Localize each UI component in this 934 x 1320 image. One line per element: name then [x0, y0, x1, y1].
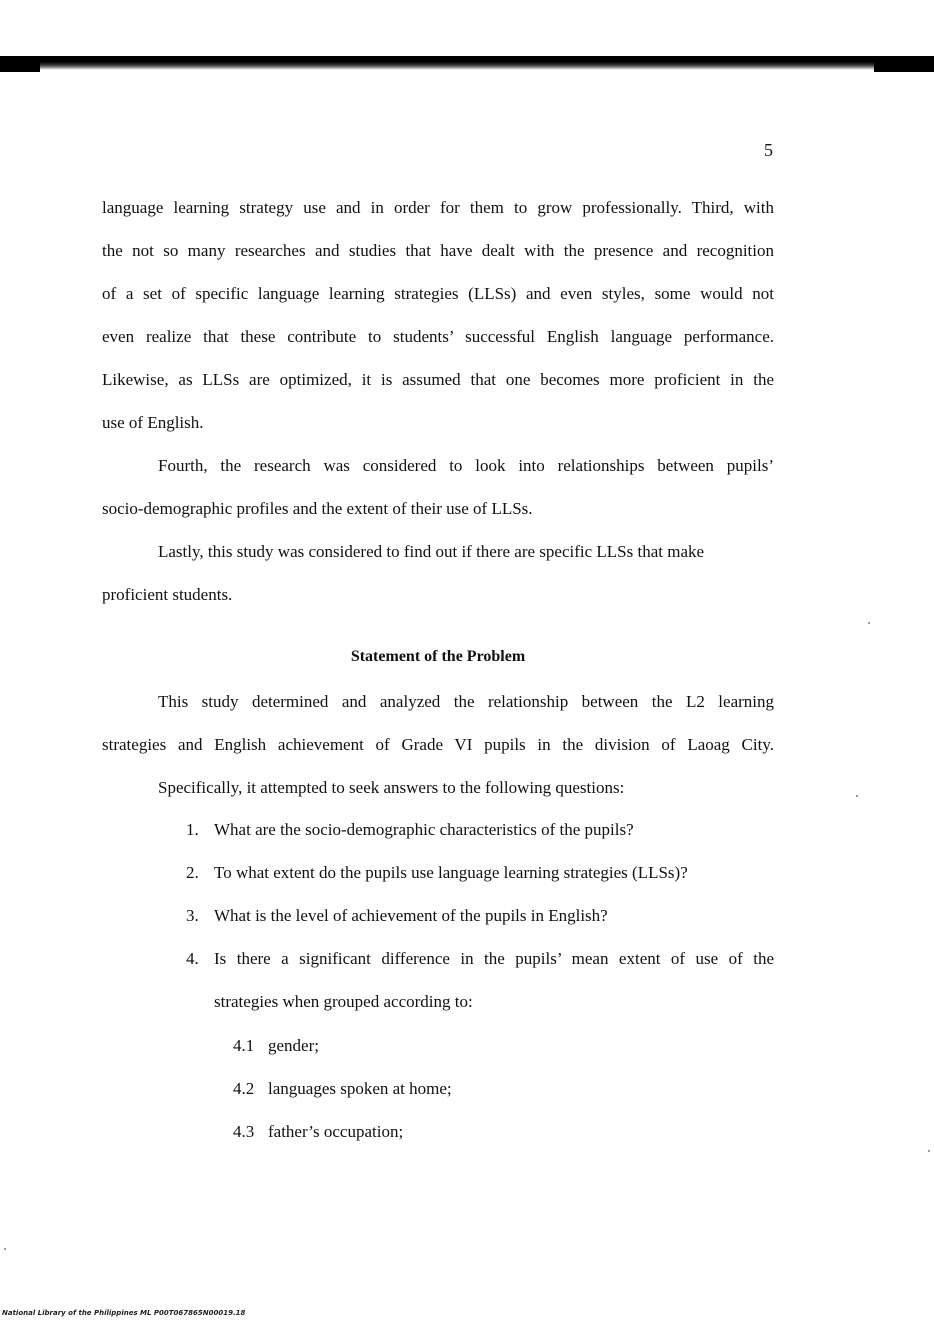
- scan-speck: [868, 622, 870, 624]
- scan-speck: [856, 795, 858, 797]
- text-line: This study determined and analyzed the relationship between the L2 learning: [158, 692, 774, 711]
- list-text: What are the socio-demographic characteristics of the pupils?: [214, 820, 634, 839]
- scan-edge-left: [0, 62, 40, 72]
- page-number: 5: [764, 140, 773, 160]
- list-number: 3.: [186, 906, 199, 925]
- sub-list-text: languages spoken at home;: [268, 1079, 452, 1098]
- text-line: even realize that these contribute to students’ successful English language performance.: [102, 327, 774, 346]
- text-line: use of English.: [102, 413, 204, 432]
- sub-list-number: 4.3: [233, 1122, 255, 1141]
- scan-edge-bar: [0, 56, 934, 70]
- list-text: To what extent do the pupils use language learning strategies (LLSs)?: [214, 863, 688, 882]
- sub-list-text: father’s occupation;: [268, 1122, 404, 1141]
- text-line: language learning strategy use and in order for them to grow professionally. Third, with: [102, 198, 774, 217]
- sub-list-text: gender;: [268, 1036, 319, 1055]
- sub-list-number: 4.1: [233, 1036, 255, 1055]
- list-text: strategies when grouped according to:: [214, 992, 473, 1011]
- problem-paragraph: [102, 692, 774, 821]
- text-line: Lastly, this study was considered to find out if there are specific LLSs that make: [158, 542, 705, 561]
- sub-list-number: 4.2: [233, 1079, 255, 1098]
- paragraph-continuation: [102, 198, 774, 628]
- list-number: 1.: [186, 820, 199, 839]
- text-line: proficient students.: [102, 585, 233, 604]
- text-line: socio-demographic profiles and the extent of their use of LLSs.: [102, 499, 533, 518]
- text-line: Likewise, as LLSs are optimized, it is assumed that one becomes more proficient in the: [102, 370, 774, 389]
- text-line: Fourth, the research was considered to look into relationships between pupils’: [158, 456, 774, 475]
- list-number: 4.: [186, 949, 199, 968]
- text-line: of a set of specific language learning strategies (LLSs) and even styles, some would not: [102, 284, 774, 303]
- section-heading: Statement of the Problem: [350, 648, 526, 665]
- list-text: What is the level of achievement of the pupils in English?: [214, 906, 608, 925]
- footer-watermark: National Library of the Philippines ML P00T067865N00019.18: [2, 1309, 246, 1317]
- scan-speck: [4, 1248, 6, 1250]
- list-number: 2.: [186, 863, 199, 882]
- text-line: the not so many researches and studies that have dealt with the presence and recognition: [102, 241, 774, 260]
- text-line: strategies and English achievement of Grade VI pupils in the division of Laoag City.: [102, 735, 774, 754]
- scan-edge-right: [874, 58, 934, 72]
- list-text: Is there a significant difference in the pupils’ mean extent of use of the: [214, 949, 774, 968]
- text-line: Specifically, it attempted to seek answers to the following questions:: [158, 778, 625, 797]
- scan-speck: [928, 1150, 930, 1152]
